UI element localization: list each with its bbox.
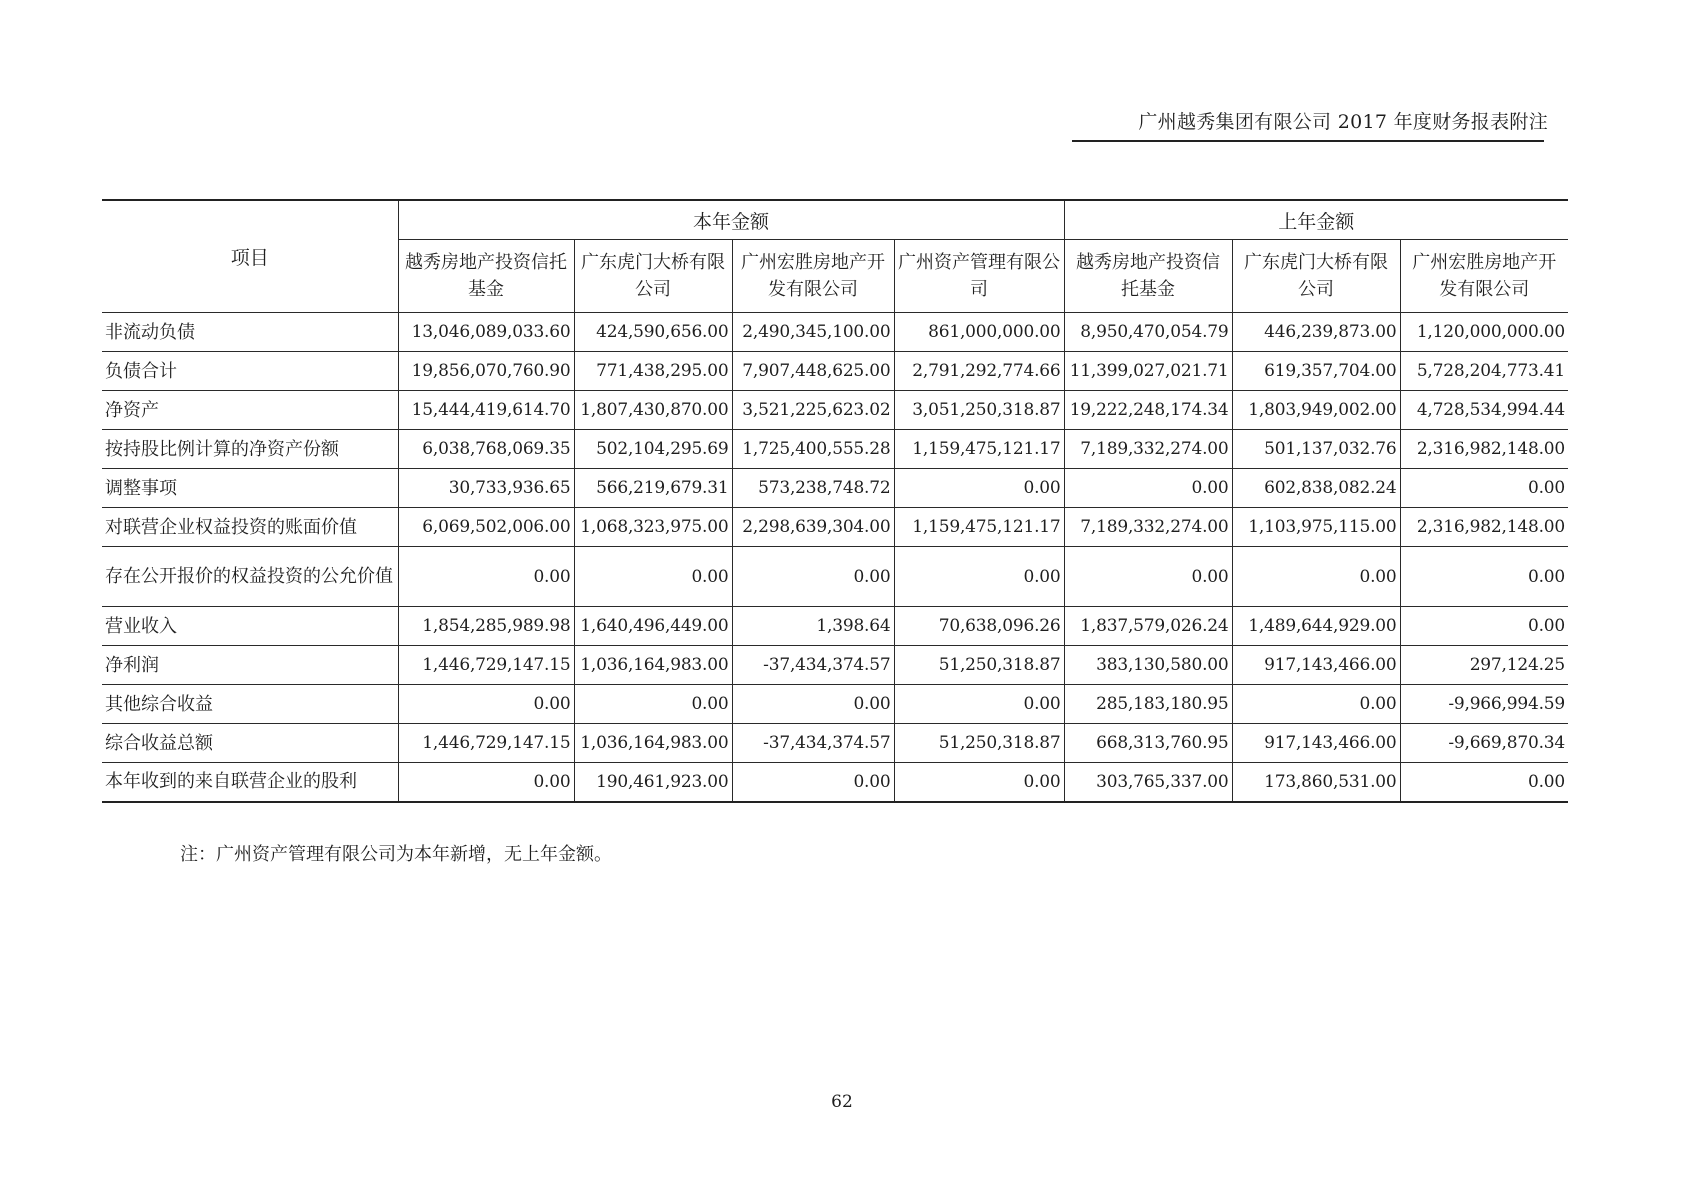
value-cell: 7,189,332,274.00 [1064, 430, 1232, 469]
value-cell: 0.00 [1232, 685, 1400, 724]
value-cell: 446,239,873.00 [1232, 313, 1400, 352]
value-cell: 0.00 [894, 685, 1064, 724]
value-cell: 0.00 [894, 547, 1064, 607]
value-cell: 19,856,070,760.90 [398, 352, 574, 391]
table-row [102, 607, 1568, 646]
report-header-title: 广州越秀集团有限公司 2017 年度财务报表附注 [1138, 111, 1548, 133]
row-label: 本年收到的来自联营企业的股利 [102, 763, 398, 802]
value-cell: 2,316,982,148.00 [1400, 508, 1568, 547]
value-cell: 1,398.64 [732, 607, 894, 646]
table-row [102, 685, 1568, 724]
prior-year-entity-header: 广州宏胜房地产开发有限公司 [1400, 240, 1568, 313]
value-cell: 7,189,332,274.00 [1064, 508, 1232, 547]
table-row [102, 469, 1568, 508]
value-cell: 51,250,318.87 [894, 724, 1064, 763]
table-row [102, 646, 1568, 685]
value-cell: 0.00 [1400, 763, 1568, 802]
value-cell: 1,807,430,870.00 [574, 391, 732, 430]
page-number: 62 [831, 1092, 853, 1112]
value-cell: 1,120,000,000.00 [1400, 313, 1568, 352]
value-cell: 190,461,923.00 [574, 763, 732, 802]
value-cell: 70,638,096.26 [894, 607, 1064, 646]
row-label: 净利润 [102, 646, 398, 685]
value-cell: 1,036,164,983.00 [574, 646, 732, 685]
value-cell: 2,490,345,100.00 [732, 313, 894, 352]
associates-financial-table [102, 199, 1568, 803]
row-label: 对联营企业权益投资的账面价值 [102, 508, 398, 547]
value-cell: 0.00 [398, 763, 574, 802]
value-cell: 1,159,475,121.17 [894, 508, 1064, 547]
row-label: 综合收益总额 [102, 724, 398, 763]
value-cell: 7,907,448,625.00 [732, 352, 894, 391]
value-cell: 0.00 [1232, 547, 1400, 607]
value-cell: 2,298,639,304.00 [732, 508, 894, 547]
value-cell: -37,434,374.57 [732, 646, 894, 685]
table-row [102, 352, 1568, 391]
value-cell: 1,036,164,983.00 [574, 724, 732, 763]
current-year-entity-header: 广州资产管理有限公司 [894, 240, 1064, 313]
value-cell: 0.00 [894, 763, 1064, 802]
value-cell: 51,250,318.87 [894, 646, 1064, 685]
value-cell: 619,357,704.00 [1232, 352, 1400, 391]
value-cell: 19,222,248,174.34 [1064, 391, 1232, 430]
value-cell: 1,446,729,147.15 [398, 724, 574, 763]
value-cell: -9,669,870.34 [1400, 724, 1568, 763]
value-cell: 0.00 [1400, 607, 1568, 646]
value-cell: 303,765,337.00 [1064, 763, 1232, 802]
value-cell: 0.00 [398, 685, 574, 724]
current-year-entity-header: 广东虎门大桥有限公司 [574, 240, 732, 313]
value-cell: 30,733,936.65 [398, 469, 574, 508]
value-cell: 771,438,295.00 [574, 352, 732, 391]
value-cell: 0.00 [398, 547, 574, 607]
value-cell: 1,489,644,929.00 [1232, 607, 1400, 646]
value-cell: 1,640,496,449.00 [574, 607, 732, 646]
value-cell: 424,590,656.00 [574, 313, 732, 352]
value-cell: 502,104,295.69 [574, 430, 732, 469]
value-cell: 917,143,466.00 [1232, 646, 1400, 685]
header-underline [1072, 140, 1544, 142]
value-cell: 1,159,475,121.17 [894, 430, 1064, 469]
value-cell: -9,966,994.59 [1400, 685, 1568, 724]
value-cell: 0.00 [732, 547, 894, 607]
value-cell: 5,728,204,773.41 [1400, 352, 1568, 391]
value-cell: 0.00 [894, 469, 1064, 508]
row-label: 存在公开报价的权益投资的公允价值 [102, 547, 398, 607]
value-cell: 2,791,292,774.66 [894, 352, 1064, 391]
current-year-entity-header: 广州宏胜房地产开发有限公司 [732, 240, 894, 313]
value-cell: 0.00 [732, 763, 894, 802]
value-cell: 3,521,225,623.02 [732, 391, 894, 430]
value-cell: 0.00 [574, 547, 732, 607]
value-cell: 1,103,975,115.00 [1232, 508, 1400, 547]
value-cell: 0.00 [732, 685, 894, 724]
value-cell: 566,219,679.31 [574, 469, 732, 508]
table-row [102, 724, 1568, 763]
value-cell: 1,446,729,147.15 [398, 646, 574, 685]
prior-year-group-header: 上年金额 [1064, 200, 1568, 240]
value-cell: 917,143,466.00 [1232, 724, 1400, 763]
value-cell: 1,725,400,555.28 [732, 430, 894, 469]
item-column-header: 项目 [102, 200, 398, 313]
row-label: 按持股比例计算的净资产份额 [102, 430, 398, 469]
value-cell: 0.00 [1400, 547, 1568, 607]
value-cell: 285,183,180.95 [1064, 685, 1232, 724]
row-label: 非流动负债 [102, 313, 398, 352]
value-cell: 383,130,580.00 [1064, 646, 1232, 685]
value-cell: -37,434,374.57 [732, 724, 894, 763]
value-cell: 0.00 [1064, 547, 1232, 607]
value-cell: 1,837,579,026.24 [1064, 607, 1232, 646]
value-cell: 11,399,027,021.71 [1064, 352, 1232, 391]
table-row [102, 430, 1568, 469]
value-cell: 668,313,760.95 [1064, 724, 1232, 763]
row-label: 其他综合收益 [102, 685, 398, 724]
table-row [102, 391, 1568, 430]
prior-year-entity-header: 越秀房地产投资信托基金 [1064, 240, 1232, 313]
value-cell: 6,069,502,006.00 [398, 508, 574, 547]
table-row [102, 508, 1568, 547]
prior-year-entity-header: 广东虎门大桥有限公司 [1232, 240, 1400, 313]
value-cell: 861,000,000.00 [894, 313, 1064, 352]
row-label: 调整事项 [102, 469, 398, 508]
value-cell: 0.00 [1064, 469, 1232, 508]
value-cell: 13,046,089,033.60 [398, 313, 574, 352]
value-cell: 3,051,250,318.87 [894, 391, 1064, 430]
row-label: 营业收入 [102, 607, 398, 646]
table-footnote: 注：广州资产管理有限公司为本年新增，无上年金额。 [180, 844, 612, 865]
value-cell: 6,038,768,069.35 [398, 430, 574, 469]
value-cell: 2,316,982,148.00 [1400, 430, 1568, 469]
value-cell: 501,137,032.76 [1232, 430, 1400, 469]
value-cell: 8,950,470,054.79 [1064, 313, 1232, 352]
current-year-entity-header: 越秀房地产投资信托基金 [398, 240, 574, 313]
value-cell: 297,124.25 [1400, 646, 1568, 685]
current-year-group-header: 本年金额 [398, 200, 1064, 240]
value-cell: 1,803,949,002.00 [1232, 391, 1400, 430]
value-cell: 0.00 [1400, 469, 1568, 508]
table-row [102, 547, 1568, 607]
value-cell: 0.00 [574, 685, 732, 724]
table-row [102, 313, 1568, 352]
table-row [102, 763, 1568, 802]
value-cell: 173,860,531.00 [1232, 763, 1400, 802]
row-label: 负债合计 [102, 352, 398, 391]
value-cell: 602,838,082.24 [1232, 469, 1400, 508]
value-cell: 1,068,323,975.00 [574, 508, 732, 547]
value-cell: 573,238,748.72 [732, 469, 894, 508]
value-cell: 15,444,419,614.70 [398, 391, 574, 430]
row-label: 净资产 [102, 391, 398, 430]
value-cell: 1,854,285,989.98 [398, 607, 574, 646]
value-cell: 4,728,534,994.44 [1400, 391, 1568, 430]
table-body [102, 313, 1568, 802]
